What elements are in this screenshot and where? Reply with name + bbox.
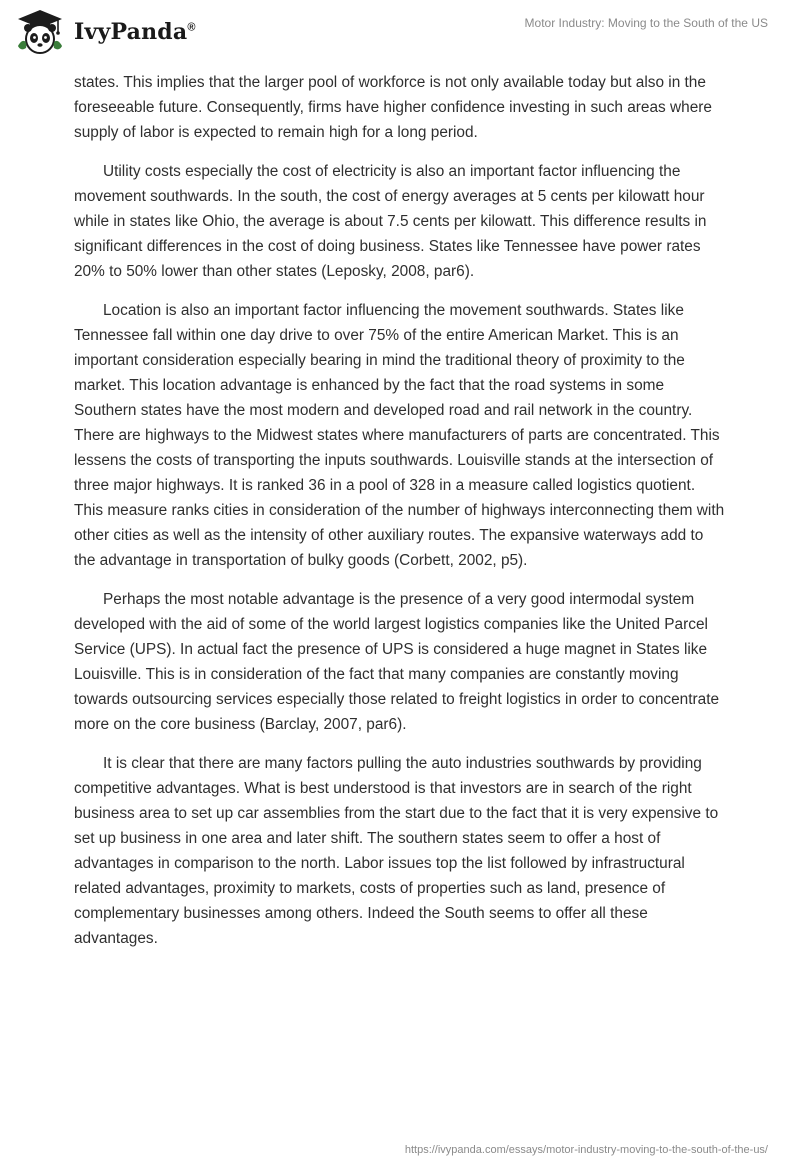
registered-mark: ® [187,21,196,34]
brand-name: IvyPanda® [74,19,196,45]
panda-graduate-icon [14,8,66,56]
document-title: Motor Industry: Moving to the South of the US [524,16,768,30]
paragraph: Utility costs especially the cost of electricity is also an important factor influencing the movement southwards. In the south, the cost of energy averages at 5 cents per kilowatt hour while in states like Ohio, the average is about 7.5 cents per kilowatt. This difference results in significant differences in the cost of doing business. States like Tennessee have power rates 20% to 50% lower than other states (Leposky, 2008, par6). [74,163,707,280]
essay-body [74,70,726,965]
page-header [0,0,800,64]
paragraph: Location is also an important factor influencing the movement southwards. States like Tennessee fall within one day drive to over 75% of the entire American Market. This is an important consideration especially bearing in mind the traditional theory of proximity to the market. This location advantage is enhanced by the fact that the road systems in some Southern states have the most modern and developed road and rail network in the country. There are highways to the Midwest states where manufacturers of parts are concentrated. This lessens the costs of transporting the inputs southwards. Louisville stands at the intersection of three major highways. It is ranked 36 in a pool of 328 in a measure called logistics quotient. This measure ranks cities in consideration of the number of highways interconnecting them with other cities as well as the intensity of other auxiliary routes. The expansive waterways add to the advantage in transportation of bulky goods (Corbett, 2002, p5). [74,302,725,569]
paragraph: states. This implies that the larger pool of workforce is not only available today but also in the foreseeable future. Consequently, firms have higher confidence investing in such areas where supply of labor is expected to remain high for a long period. [74,74,712,141]
paragraph: Perhaps the most notable advantage is the presence of a very good intermodal system developed with the aid of some of the world largest logistics companies like the United Parcel Service (UPS). In actual fact the presence of UPS is considered a huge magnet in States like Louisville. This is in consideration of the fact that many companies are constantly moving towards outsourcing services especially those related to freight logistics in order to concentrate more on the core business (Barclay, 2007, par6). [74,591,720,733]
paragraph: It is clear that there are many factors pulling the auto industries southwards by providing competitive advantages. What is best understood is that investors are in search of the right business area to set up car assemblies from the start due to the fact that it is very expensive to set up business in one area and later shift. The southern states seem to offer a host of advantages in comparison to the north. Labor issues top the list followed by infrastructural related advantages, proximity to markets, costs of properties such as land, presence of complementary businesses among others. Indeed the South seems to offer all these advantages. [74,755,719,947]
ivypanda-logo[interactable] [14,8,196,56]
source-url-link[interactable]: https://ivypanda.com/essays/motor-industry-moving-to-the-south-of-the-us/ [404,1144,768,1156]
